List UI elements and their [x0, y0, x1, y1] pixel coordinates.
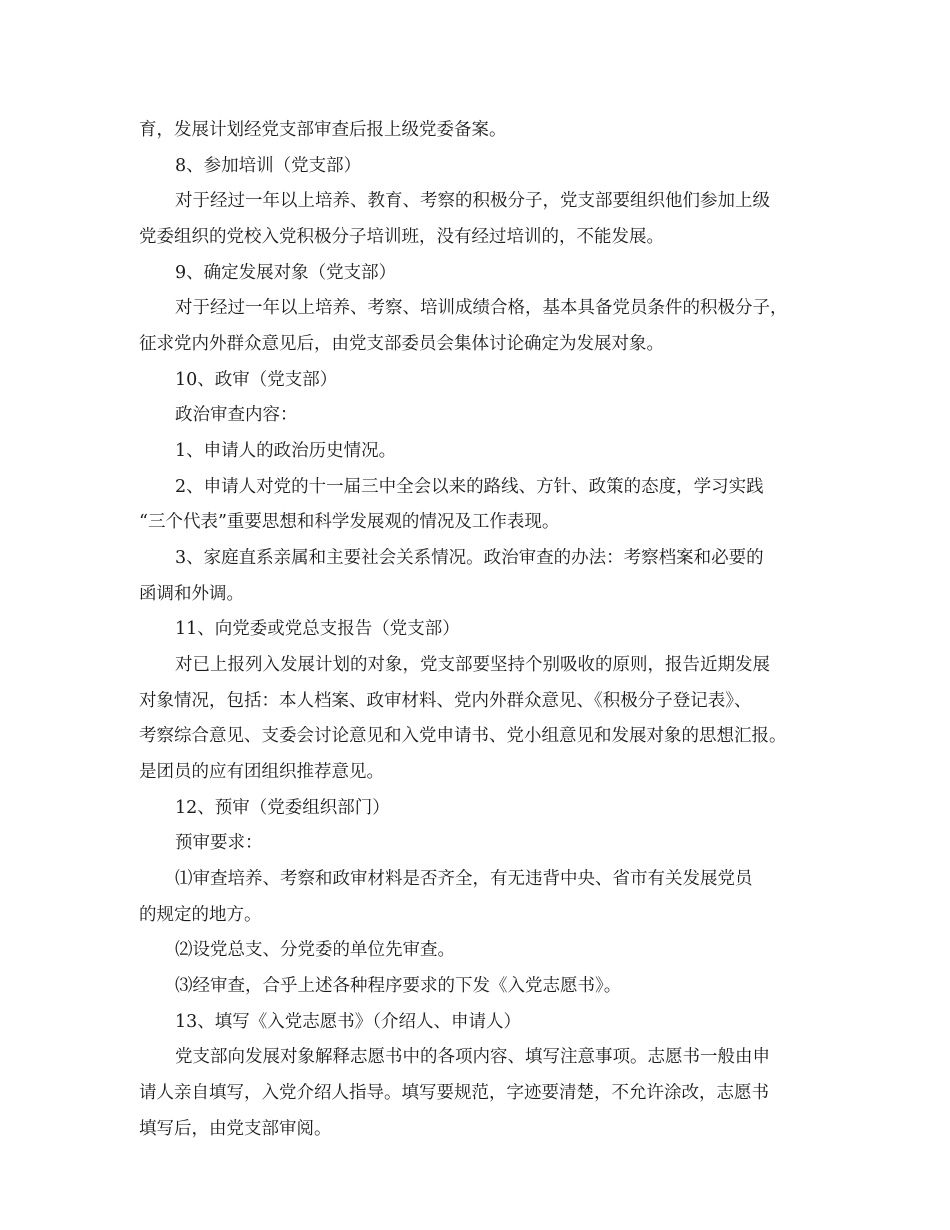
text-line: ⑵设党总支、分党委的单位先审查。 [175, 940, 455, 960]
text-line: 函调和外调。 [139, 584, 244, 604]
text-line: 育，发展计划经党支部审查后报上级党委备案。 [139, 120, 507, 140]
section-heading: 9、确定发展对象（党支部） [175, 263, 397, 283]
text-line: 1、申请人的政治历史情况。 [175, 441, 397, 461]
text-line: 党支部向发展对象解释志愿书中的各项内容、填写注意事项。志愿书一般由申 [175, 1047, 770, 1067]
text-line: 填写后，由党支部审阅。 [139, 1119, 332, 1139]
text-line: 征求党内外群众意见后，由党支部委员会集体讨论确定为发展对象。 [139, 334, 664, 354]
text-line: 党委组织的党校入党积极分子培训班，没有经过培训的，不能发展。 [139, 227, 664, 247]
text-line: 3、家庭直系亲属和主要社会关系情况。政治审查的办法：考察档案和必要的 [175, 548, 764, 568]
text-line: 对于经过一年以上培养、考察、培训成绩合格，基本具备党员条件的积极分子， [175, 298, 788, 318]
text-line: ⑴审查培养、考察和政审材料是否齐全，有无违背中央、省市有关发展党员 [175, 869, 753, 889]
text-line: 的规定的地方。 [139, 905, 262, 925]
text-line: ⑶经审查，合乎上述各种程序要求的下发《入党志愿书》。 [175, 976, 622, 996]
section-heading: 13、填写《入党志愿书》（介绍人、申请人） [175, 1012, 522, 1032]
section-heading: 10、政审（党支部） [175, 370, 338, 390]
text-line: 政治审查内容： [175, 405, 298, 425]
text-line: 2、申请人对党的十一届三中全会以来的路线、方针、政策的态度，学习实践 [175, 477, 764, 497]
text-line: 是团员的应有团组织推荐意见。 [139, 762, 384, 782]
section-heading: 12、预审（党委组织部门） [175, 798, 390, 818]
text-line: 考察综合意见、支委会讨论意见和入党申请书、党小组意见和发展对象的思想汇报。 [139, 726, 787, 746]
text-line: 对于经过一年以上培养、教育、考察的积极分子，党支部要组织他们参加上级 [175, 191, 770, 211]
text-line: 请人亲自填写，入党介绍人指导。填写要规范，字迹要清楚，不允许涂改，志愿书 [139, 1083, 769, 1103]
text-line: 预审要求： [175, 833, 263, 853]
text-line: 对已上报列入发展计划的对象，党支部要坚持个别吸收的原则，报告近期发展 [175, 655, 770, 675]
text-line: “三个代表”重要思想和科学发展观的情况及工作表现。 [139, 512, 560, 532]
section-heading: 11、向党委或党总支报告（党支部） [175, 619, 460, 639]
section-heading: 8、参加培训（党支部） [175, 156, 362, 176]
text-line: 对象情况，包括：本人档案、政审材料、党内外群众意见、《积极分子登记表》、 [139, 691, 752, 711]
